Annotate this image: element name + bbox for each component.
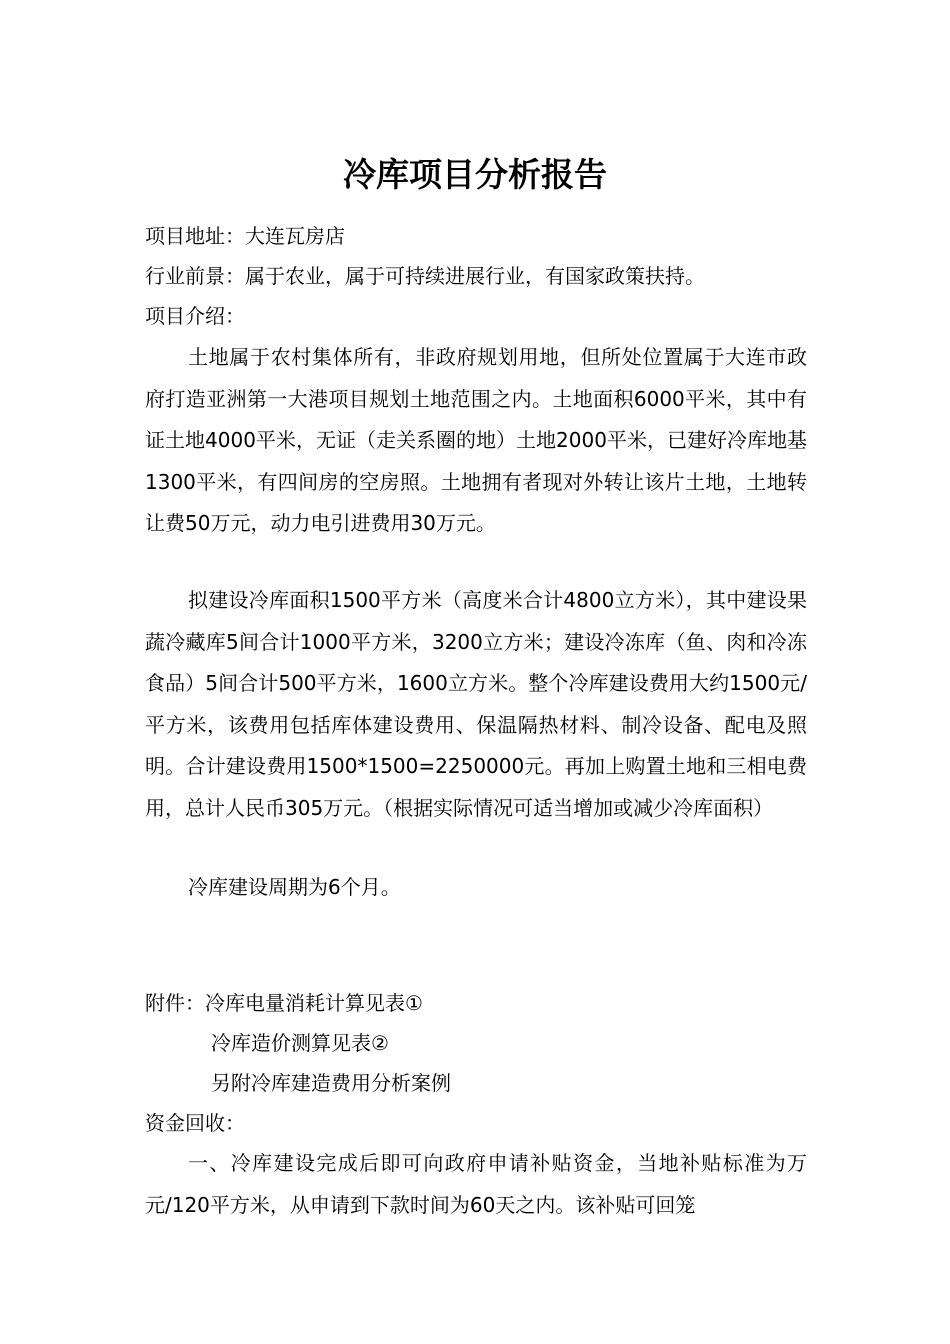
document-title: 冷库项目分析报告 bbox=[343, 155, 607, 194]
attachment-item: 另附冷库建造费用分析案例 bbox=[211, 1071, 451, 1095]
attachment-item: 冷库电量消耗计算见表① bbox=[205, 991, 423, 1015]
project-address: 项目地址：大连瓦房店 bbox=[145, 224, 345, 248]
construction-period: 冷库建设周期为6个月。 bbox=[188, 875, 401, 899]
project-intro-heading: 项目介绍： bbox=[145, 304, 245, 328]
construction-paragraph: 拟建设冷库面积1500平方米（高度米合计4800立方米），其中建设果蔬冷藏库5间合计1000平方米，3200立方米；建设冷冻库（鱼、肉和冷冻食品）5间合计500平方米，1600立方米。整个冷库建设费用大约1500元/平方米，该费用包括库体建设费用、保温隔热材料、制冷设备、配电及照明。合计建设费用1500*1500=2250000元。再加上购置土地和三相电费用，总计人民币305万元。（根据实际情况可适当增加或减少冷库面积） bbox=[145, 588, 807, 820]
industry-outlook: 行业前景：属于农业，属于可持续进展行业，有国家政策扶持。 bbox=[145, 264, 705, 288]
funds-paragraph: 一、冷库建设完成后即可向政府申请补贴资金，当地补贴标准为万元/120平方米，从申请到下款时间为60天之内。该补贴可回笼 bbox=[145, 1151, 807, 1217]
attachment-item: 冷库造价测算见表② bbox=[211, 1031, 389, 1055]
attachments-label: 附件： bbox=[145, 991, 205, 1015]
attachments-line bbox=[145, 989, 423, 1017]
land-paragraph: 土地属于农村集体所有，非政府规划用地，但所处位置属于大连市政府打造亚洲第一大港项目规划土地范围之内。土地面积6000平米，其中有证土地4000平米，无证（走关系圈的地）土地2000平米，已建好冷库地基1300平米，有四间房的空房照。土地拥有者现对外转让该片土地，土地转让费50万元，动力电引进费用30万元。 bbox=[145, 345, 807, 535]
funds-heading: 资金回收： bbox=[145, 1111, 245, 1135]
